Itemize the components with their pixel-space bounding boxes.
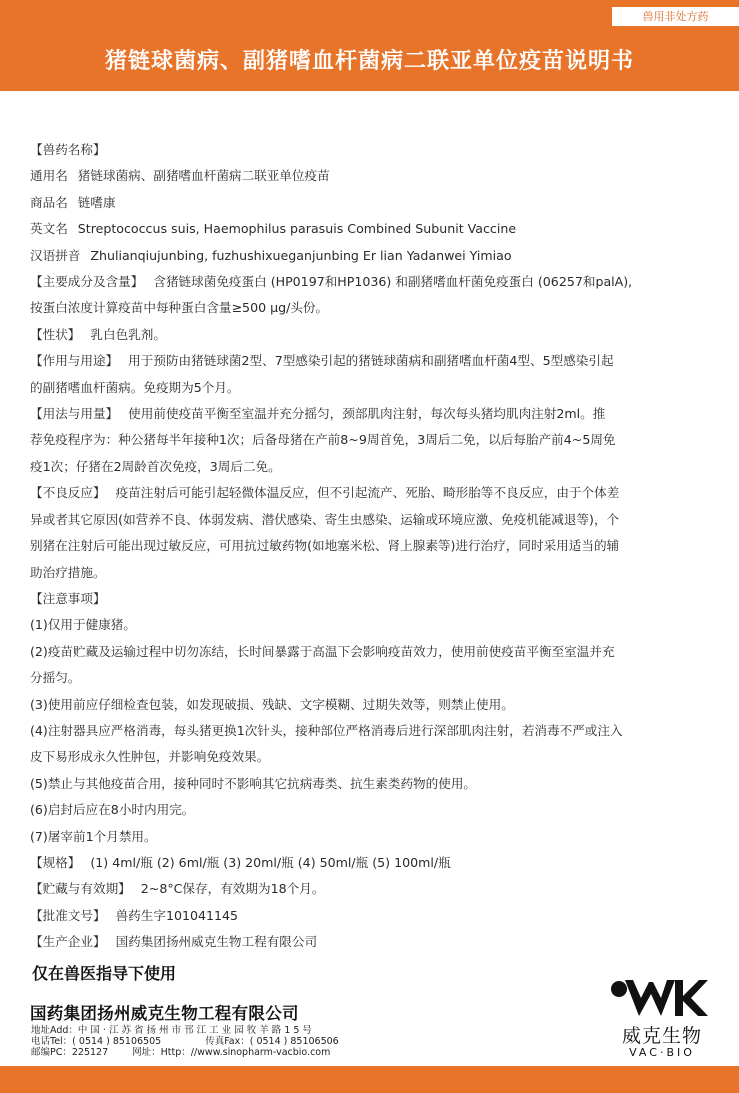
pinyin-label: 汉语拼音 bbox=[30, 247, 81, 263]
section-heading-storage: 【贮藏与有效期】 bbox=[30, 881, 131, 897]
logo-english-text: VAC·BIO bbox=[629, 1046, 695, 1059]
section-heading-name: 【兽药名称】 bbox=[30, 142, 106, 157]
address-line: 地址Add：中 国 · 江 苏 省 扬 州 市 邗 江 工 业 园 牧 羊 路 1 5 号 bbox=[31, 1025, 312, 1036]
logo-dot bbox=[611, 981, 627, 997]
logo-k-mark bbox=[675, 980, 708, 1016]
tel-text: 电话Tel：( 0514 ) 85106505 bbox=[31, 1036, 162, 1047]
section-heading-spec: 【规格】 bbox=[30, 854, 81, 870]
section-heading-approval: 【批准文号】 bbox=[30, 907, 106, 923]
adverse-text-cont-1: 异或者其它原因(如营养不良、体弱发病、潜伏感染、寄生虫感染、运输或环境应激、免疫机能减退等)，个 bbox=[30, 511, 620, 527]
composition-text-cont: 按蛋白浓度计算疫苗中每种蛋白含量≥500 μg/头份。 bbox=[30, 300, 329, 316]
section-heading-appearance: 【性状】 bbox=[30, 326, 81, 342]
composition-text: 含猪链球菌免疫蛋白 (HP0197和HP1036) 和副猪嗜血杆菌免疫蛋白 (06257和palA), bbox=[153, 274, 633, 290]
generic-name-label: 通用名 bbox=[30, 168, 68, 184]
otc-label: 兽用非处方药 bbox=[612, 7, 739, 26]
adverse-text-cont-3: 助治疗措施。 bbox=[30, 564, 106, 580]
spec-text: (1) 4ml/瓶 (2) 6ml/瓶 (3) 20ml/瓶 (4) 50ml/瓶 (5) 100ml/瓶 bbox=[90, 854, 451, 870]
note-item-3: (3)使用前应仔细检查包装，如发现破损、残缺、文字模糊、过期失效等，则禁止使用。 bbox=[30, 696, 514, 712]
document-title: 猪链球菌病、副猪嗜血杆菌病二联亚单位疫苗说明书 bbox=[104, 49, 634, 74]
fax-text: 传真Fax：( 0514 ) 85106506 bbox=[205, 1036, 339, 1047]
composition-row bbox=[30, 269, 720, 295]
usage-row bbox=[30, 348, 720, 374]
postcode-web-line bbox=[31, 1047, 339, 1058]
adverse-row bbox=[30, 480, 720, 506]
trade-name-label: 商品名 bbox=[30, 194, 68, 210]
manufacturer-row bbox=[30, 929, 720, 955]
english-name-row bbox=[30, 216, 720, 242]
logo-w-mark bbox=[625, 980, 675, 1016]
storage-row bbox=[30, 876, 720, 902]
section-heading-dosage: 【用法与用量】 bbox=[30, 406, 119, 422]
section-heading-composition: 【主要成分及含量】 bbox=[30, 274, 144, 290]
spec-row bbox=[30, 850, 720, 876]
dosage-text-cont-2: 疫1次；仔猪在2周龄首次免疫，3周后二免。 bbox=[30, 458, 281, 474]
phone-fax-line bbox=[31, 1036, 339, 1047]
generic-name-row bbox=[30, 163, 720, 189]
vet-guidance-note: 仅在兽医指导下使用 bbox=[32, 964, 177, 983]
usage-text: 用于预防由猪链球菌2型、7型感染引起的猪链球菌病和副猪嗜血杆菌4型、5型感染引起 bbox=[128, 353, 614, 369]
note-item-4-cont: 皮下易形成永久性肿包，并影响免疫效果。 bbox=[30, 749, 270, 765]
note-item-4: (4)注射器具应严格消毒，每头猪更换1次针头，接种部位严格消毒后进行深部肌肉注射，若消毒不严或注入 bbox=[30, 722, 623, 738]
contact-block bbox=[31, 1025, 339, 1058]
section-heading-adverse: 【不良反应】 bbox=[30, 485, 106, 501]
postcode-text: 邮编PC：225127 bbox=[31, 1047, 109, 1058]
dosage-text-cont-1: 荐免疫程序为：种公猪每半年接种1次；后备母猪在产前8~9周首免，3周后二免，以后每胎产前4~5周免 bbox=[30, 432, 616, 448]
section-heading-notes: 【注意事项】 bbox=[30, 590, 106, 606]
appearance-text: 乳白色乳剂。 bbox=[90, 326, 166, 342]
note-item-1: (1)仅用于健康猪。 bbox=[30, 617, 136, 633]
adverse-text: 疫苗注射后可能引起轻微体温反应，但不引起流产、死胎、畸形胎等不良反应，由于个体差 bbox=[115, 485, 620, 501]
footer-bar bbox=[0, 1066, 739, 1093]
generic-name-value: 猪链球菌病、副猪嗜血杆菌病二联亚单位疫苗 bbox=[77, 168, 330, 184]
logo-chinese-text: 威克生物 bbox=[621, 1025, 702, 1047]
english-name-value: Streptococcus suis, Haemophilus parasuis Combined Subunit Vaccine bbox=[77, 221, 517, 237]
header-banner bbox=[0, 0, 739, 91]
adverse-text-cont-2: 别猪在注射后可能出现过敏反应，可用抗过敏药物(如地塞米松、肾上腺素等)进行治疗，同时采用适当的辅 bbox=[30, 538, 620, 554]
trade-name-value: 链嗜康 bbox=[77, 194, 116, 210]
dosage-text: 使用前使疫苗平衡至室温并充分摇匀，颈部肌肉注射，每次每头猪均肌肉注射2ml。推 bbox=[128, 406, 606, 422]
section-heading-manufacturer: 【生产企业】 bbox=[30, 934, 106, 950]
leaflet-body bbox=[30, 137, 720, 956]
storage-text: 2~8°C保存，有效期为18个月。 bbox=[140, 881, 325, 897]
pinyin-row bbox=[30, 243, 720, 269]
pinyin-value: Zhulianqiujunbing, fuzhushixueganjunbing Er lian Yadanwei Yimiao bbox=[90, 247, 512, 263]
section-heading-usage: 【作用与用途】 bbox=[30, 353, 119, 369]
usage-text-cont: 的副猪嗜血杆菌病。免疫期为5个月。 bbox=[30, 379, 240, 395]
note-item-5: (5)禁止与其他疫苗合用，接种同时不影响其它抗病毒类、抗生素类药物的使用。 bbox=[30, 775, 477, 791]
note-item-6: (6)启封后应在8小时内用完。 bbox=[30, 802, 195, 818]
trade-name-row bbox=[30, 190, 720, 216]
website-text: 网址：Http：//www.sinopharm-vacbio.com bbox=[132, 1047, 331, 1058]
company-name: 国药集团扬州威克生物工程有限公司 bbox=[30, 1004, 299, 1023]
note-item-2-cont: 分摇匀。 bbox=[30, 670, 81, 686]
approval-row bbox=[30, 903, 720, 929]
dosage-row bbox=[30, 401, 720, 427]
note-item-7: (7)屠宰前1个月禁用。 bbox=[30, 828, 157, 844]
manufacturer-text: 国药集团扬州威克生物工程有限公司 bbox=[115, 934, 318, 950]
appearance-row bbox=[30, 322, 720, 348]
approval-text: 兽药生字101041145 bbox=[115, 907, 239, 923]
english-name-label: 英文名 bbox=[30, 221, 68, 237]
note-item-2: (2)疫苗贮藏及运输过程中切勿冻结，长时间暴露于高温下会影响疫苗效力，使用前使疫苗平衡至室温并充 bbox=[30, 643, 615, 659]
